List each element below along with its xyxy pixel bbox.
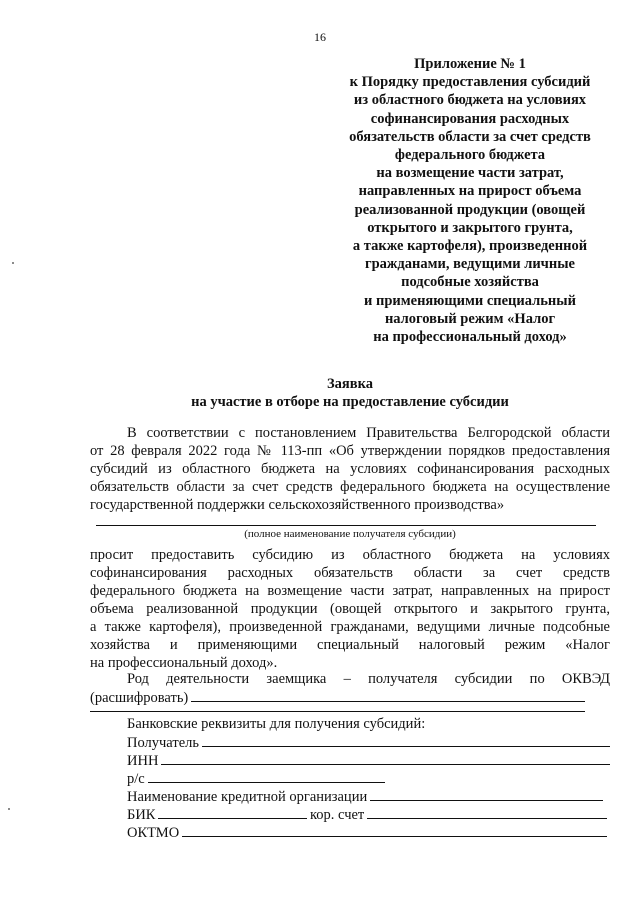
- request-line: хозяйства и применяющими специальный налоговый режим «Налог: [90, 637, 610, 653]
- request-line: на профессиональный доход».: [90, 655, 278, 671]
- activity-paragraph: [90, 670, 610, 688]
- appendix-line: из областного бюджета на условиях: [353, 92, 587, 109]
- bank-recipient-field: [127, 733, 610, 752]
- recipient-name-caption: (полное наименование получателя субсидии): [244, 528, 456, 540]
- inn-input[interactable]: [161, 751, 610, 765]
- appendix-line: софинансирования расходных: [370, 110, 570, 127]
- bank-name-input[interactable]: [370, 787, 603, 801]
- activity-decode-label: (расшифровать): [90, 690, 189, 706]
- form-title: Заявка: [327, 376, 373, 392]
- scan-speck: [12, 262, 14, 264]
- oktmo-field: [127, 823, 607, 842]
- corr-account-input[interactable]: [367, 805, 607, 819]
- appendix-header: [330, 55, 610, 346]
- appendix-line: подсобные хозяйства: [401, 274, 539, 291]
- appendix-line: обязательств области за счет средств: [349, 128, 591, 145]
- appendix-line: а также картофеля), произведенной: [352, 238, 588, 255]
- bank-name-field: [127, 787, 603, 806]
- intro-line: субсидий из областного бюджета на условиях софинансирования расходных: [90, 461, 610, 477]
- appendix-line: направленных на прирост объема: [358, 183, 582, 200]
- bank-title-row: [127, 715, 425, 733]
- page-number: 16: [314, 30, 326, 44]
- bank-title: Банковские реквизиты для получения субсидий:: [127, 716, 426, 732]
- activity-decode-field: [90, 688, 585, 707]
- request-paragraph: [90, 546, 610, 672]
- inn-field: [127, 751, 610, 770]
- intro-line: государственной поддержки сельскохозяйственного производства»: [90, 497, 505, 513]
- oktmo-input[interactable]: [182, 823, 607, 837]
- appendix-line: на профессиональный доход»: [373, 329, 567, 346]
- bik-input[interactable]: [158, 805, 307, 819]
- activity-decode-input[interactable]: [191, 688, 585, 702]
- bik-field: [127, 805, 307, 824]
- appendix-line: федерального бюджета: [394, 147, 546, 164]
- appendix-line: гражданами, ведущими личные: [365, 256, 575, 273]
- bank-recipient-label: Получатель: [127, 735, 199, 751]
- appendix-line: реализованной продукции (овощей: [354, 201, 586, 218]
- activity-line: Род деятельности заемщика – получателя субсидии по ОКВЭД: [127, 671, 610, 687]
- form-heading: [90, 375, 610, 411]
- account-input[interactable]: [148, 769, 385, 783]
- intro-paragraph: [90, 424, 610, 514]
- appendix-line: к Порядку предоставления субсидий: [349, 74, 591, 91]
- bank-name-label: Наименование кредитной организации: [127, 789, 368, 805]
- intro-line: от 28 февраля 2022 года № 113-пп «Об утверждении порядков предоставления: [90, 443, 610, 459]
- intro-line: обязательств области за счет средств федерального бюджета на осуществление: [90, 479, 610, 495]
- request-line: объема реализованной продукции (овощей открытого и закрытого грунта,: [90, 601, 610, 617]
- appendix-line: Приложение № 1: [414, 56, 526, 72]
- request-line: федерального бюджета на возмещение части затрат, направленных на прирост: [90, 583, 610, 599]
- intro-line: В соответствии с постановлением Правительства Белгородской области: [127, 425, 610, 441]
- request-line: софинансирования расходных обязательств области за счет средств: [90, 565, 610, 581]
- account-field: [127, 769, 385, 788]
- activity-extra-line[interactable]: [90, 711, 585, 712]
- appendix-line: на возмещение части затрат,: [376, 165, 564, 182]
- appendix-line: и применяющими специальный: [364, 292, 576, 309]
- request-line: а также картофеля), произведенной гражданами, ведущими личные подсобные: [90, 619, 610, 635]
- request-line: просит предоставить субсидию из областного бюджета на условиях: [90, 547, 610, 563]
- account-label: р/с: [127, 771, 145, 787]
- appendix-line: налоговый режим «Налог: [384, 310, 556, 327]
- scan-speck: [8, 808, 10, 810]
- bik-label: БИК: [127, 807, 156, 823]
- recipient-name-line[interactable]: [96, 525, 596, 526]
- oktmo-label: ОКТМО: [127, 825, 180, 841]
- inn-label: ИНН: [127, 753, 159, 769]
- bank-recipient-input[interactable]: [202, 733, 610, 747]
- form-subtitle: на участие в отборе на предоставление субсидии: [191, 394, 509, 410]
- corr-account-field: [310, 805, 607, 824]
- appendix-line: открытого и закрытого грунта,: [367, 219, 573, 236]
- corr-account-label: кор. счет: [310, 807, 365, 823]
